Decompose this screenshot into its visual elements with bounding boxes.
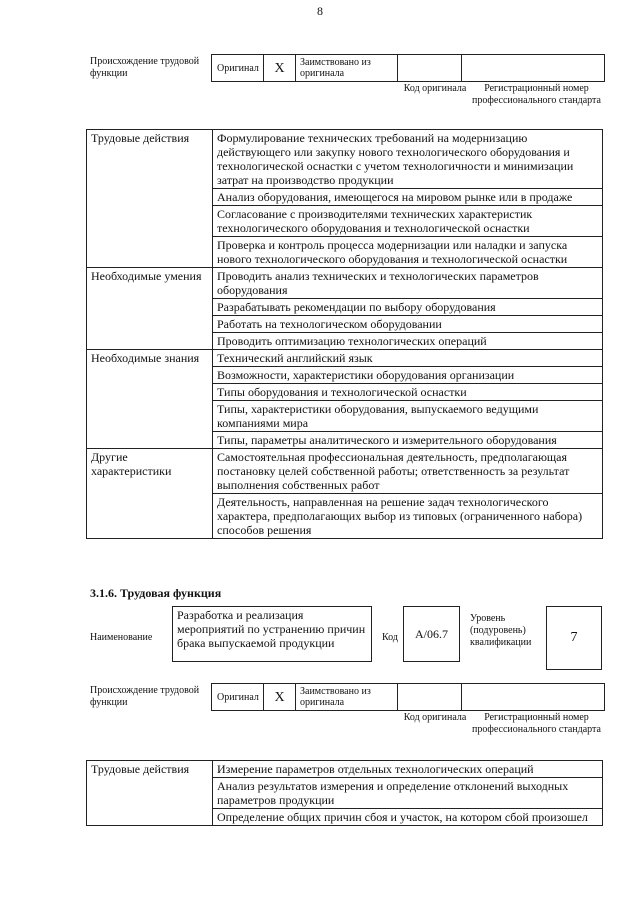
- borrowed-cell: Заимствовано из оригинала: [296, 55, 398, 81]
- row-item: Типы оборудования и технологической оснастки: [213, 384, 603, 401]
- reg-number-cell: [462, 684, 604, 710]
- table-row: [87, 449, 603, 494]
- name-value: Разработка и реализация мероприятий по устранению причин брака выпускаемой продукции: [172, 606, 372, 662]
- row-item: Определение общих причин сбоя и участок, на котором сбой произошел: [213, 809, 603, 826]
- origin-label: Происхождение трудовой функции: [90, 56, 200, 79]
- row-item: Анализ оборудования, имеющегося на мировом рынке или в продаже: [213, 189, 603, 206]
- row-item: Разрабатывать рекомендации по выбору оборудования: [213, 299, 603, 316]
- row-item: Проводить оптимизацию технологических операций: [213, 333, 603, 350]
- table-row: [87, 268, 603, 299]
- row-label: Трудовые действия: [87, 761, 213, 826]
- code-cell: [398, 684, 462, 710]
- row-item: Деятельность, направленная на решение задач технологического характера, предполагающих выбор из типовых (ограниченного набора) способов решения: [213, 494, 603, 539]
- caption-reg-number: Регистрационный номер профессионального стандарта: [472, 712, 601, 735]
- original-mark: X: [264, 55, 296, 81]
- code-label: Код: [382, 632, 398, 643]
- row-item: Измерение параметров отдельных технологических операций: [213, 761, 603, 778]
- row-item: Работать на технологическом оборудовании: [213, 316, 603, 333]
- row-item: Формулирование технических требований на модернизацию действующего или закупку нового технологического оборудования и технологической оснастки с учетом технологичности и минимизации затрат на производство продукции: [213, 130, 603, 189]
- row-item: Согласование с производителями технических характеристик технологического оборудования и технологической оснастки: [213, 206, 603, 237]
- name-label: Наименование: [90, 632, 153, 643]
- row-item: Самостоятельная профессиональная деятельность, предполагающая постановку целей собственной работы; ответственность за результат выполнения собственных работ: [213, 449, 603, 494]
- caption-reg-number: Регистрационный номер профессионального стандарта: [472, 83, 601, 106]
- level-label: Уровень (подуровень) квалификации: [470, 613, 532, 648]
- row-item: Типы, параметры аналитического и измерительного оборудования: [213, 432, 603, 449]
- caption-code: Код оригинала: [403, 83, 467, 94]
- page-number: 8: [317, 4, 323, 18]
- original-cell: Оригинал: [212, 55, 264, 81]
- section-title: 3.1.6. Трудовая функция: [90, 586, 222, 600]
- row-item: Технический английский язык: [213, 350, 603, 367]
- table-row: [87, 130, 603, 189]
- code-value: А/06.7: [403, 606, 460, 662]
- labor-function-table-2: [86, 760, 603, 826]
- original-cell: Оригинал: [212, 684, 264, 710]
- origin-row: [211, 683, 605, 711]
- origin-label: Происхождение трудовой функции: [90, 685, 200, 708]
- row-item: Типы, характеристики оборудования, выпускаемого ведущими компаниями мира: [213, 401, 603, 432]
- row-item: Проводить анализ технических и технологических параметров оборудования: [213, 268, 603, 299]
- row-label: Необходимые знания: [87, 350, 213, 449]
- caption-code: Код оригинала: [403, 712, 467, 723]
- row-label: Необходимые умения: [87, 268, 213, 350]
- original-mark: X: [264, 684, 296, 710]
- row-label: Другие характеристики: [87, 449, 213, 539]
- row-item: Возможности, характеристики оборудования организации: [213, 367, 603, 384]
- row-label: Трудовые действия: [87, 130, 213, 268]
- labor-function-table: [86, 129, 603, 539]
- borrowed-cell: Заимствовано из оригинала: [296, 684, 398, 710]
- row-item: Проверка и контроль процесса модернизации или наладки и запуска нового технологического оборудования и технологической оснастки: [213, 237, 603, 268]
- level-value: 7: [546, 606, 602, 670]
- reg-number-cell: [462, 55, 604, 81]
- code-cell: [398, 55, 462, 81]
- origin-row: [211, 54, 605, 82]
- table-row: [87, 761, 603, 778]
- row-item: Анализ результатов измерения и определение отклонений выходных параметров продукции: [213, 778, 603, 809]
- table-row: [87, 350, 603, 367]
